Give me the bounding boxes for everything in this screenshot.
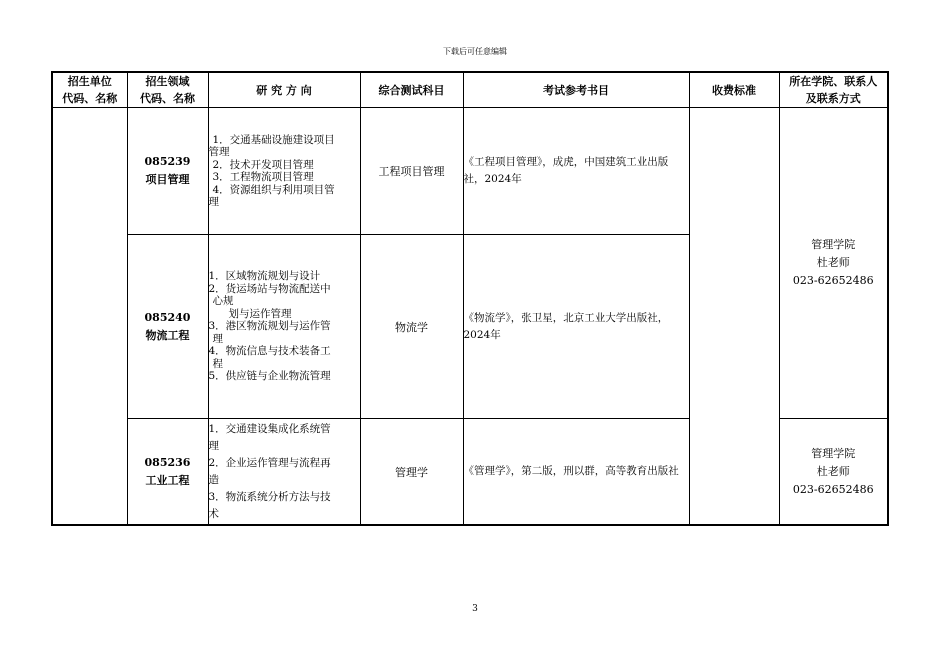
test-subject-cell: 管理学 [360, 419, 463, 526]
header-field: 招生领域 代码、名称 [127, 72, 208, 108]
field-code-cell: 085240 物流工程 [127, 235, 208, 419]
header-reference-books: 考试参考书目 [463, 72, 689, 108]
admissions-table [51, 71, 889, 526]
header-unit: 招生单位 代码、名称 [52, 72, 127, 108]
direction-list: 1．交通基础设施建设项目 管理 2．技术开发项目管理 3．工程物流项目管理 4．资源组织与利用项目管 理 [208, 108, 360, 235]
header-fee: 收费标准 [689, 72, 779, 108]
direction-list: 1．交通建设集成化系统管 理 2．企业运作管理与流程再 造 3．物流系统分析方法与技 术 [208, 419, 360, 526]
table-header-row [52, 72, 888, 108]
reference-book-cell: 《工程项目管理》，成虎，中国建筑工业出版社，2024年 [463, 108, 689, 235]
unit-cell [52, 108, 127, 526]
header-note: 下载后可任意编辑 [443, 47, 507, 56]
field-code-cell: 085236 工业工程 [127, 419, 208, 526]
header-test-subject: 综合测试科目 [360, 72, 463, 108]
direction-list: 1．区域物流规划与设计 2．货运场站与物流配送中 心规 划与运作管理 3．港区物流规划与运作管 理 4．物流信息与技术装备工 程 5．供应链与企业物流管理 [208, 235, 360, 419]
contact-cell: 管理学院 杜老师 023-62652486 [779, 108, 888, 419]
header-direction: 研 究 方 向 [208, 72, 360, 108]
reference-book-cell: 《管理学》，第二版，刑以群，高等教育出版社 [463, 419, 689, 526]
test-subject-cell: 工程项目管理 [360, 108, 463, 235]
field-code-cell: 085239 项目管理 [127, 108, 208, 235]
test-subject-cell: 物流学 [360, 235, 463, 419]
reference-book-cell: 《物流学》，张卫星，北京工业大学出版社，2024年 [463, 235, 689, 419]
header-contact: 所在学院、联系人 及联系方式 [779, 72, 888, 108]
table-row [52, 108, 888, 235]
page-number: 3 [472, 604, 478, 614]
contact-cell: 管理学院 杜老师 023-62652486 [779, 419, 888, 526]
fee-cell [689, 108, 779, 526]
